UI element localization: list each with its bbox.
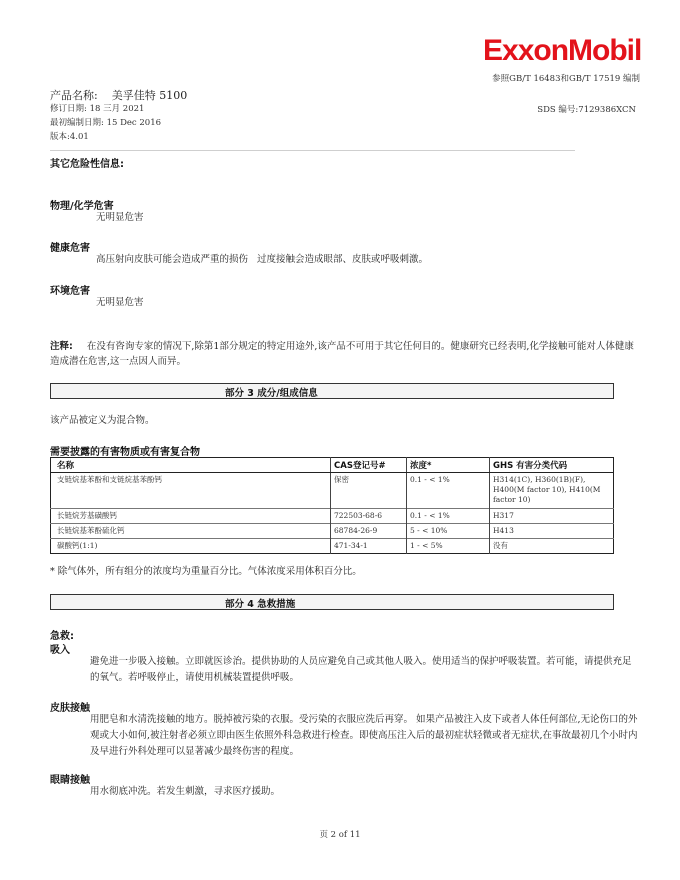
env-hazards-title: 环境危害 — [50, 286, 90, 297]
cell-concentration: 0.1 - < 1% — [407, 473, 490, 509]
skin-contact-text: 用肥皂和水清洗接触的地方。脱掉被污染的衣服。受污染的衣服应洗后再穿。 如果产品被注入皮下或者人体任何部位,无论伤口的外观或大小如何,被注射者必须立即由医生依照外科急救进行检查。即使高压注入后的最初症状轻微或者无症状,在事故最初几个小时内及早进行外科处理可以显著减少最终伤害的程度。 — [90, 714, 638, 757]
col-cas: CAS登记号# — [331, 458, 407, 473]
cell-ghs: H413 — [490, 524, 614, 539]
concentration-footnote: * 除气体外，所有组分的浓度均为重量百分比。气体浓度采用体积百分比。 — [50, 566, 362, 577]
last-edit-date: 最初编制日期: 15 Dec 2016 — [50, 118, 162, 128]
health-hazards-text: 高压射向皮肤可能会造成严重的损伤 过度接触会造成眼部、皮肤或呼吸刺激。 — [96, 254, 429, 265]
col-ghs: GHS 有害分类代码 — [490, 458, 614, 473]
cell-cas: 68784-26-9 — [331, 524, 407, 539]
physical-hazards-text: 无明显危害 — [96, 212, 144, 223]
eye-contact-text: 用水彻底冲洗。若发生刺激，寻求医疗援助。 — [90, 786, 281, 797]
cell-concentration: 1 - < 5% — [407, 539, 490, 554]
page-number: 页 2 of 11 — [319, 830, 361, 840]
col-concentration: 浓度* — [407, 458, 490, 473]
cell-ghs: 没有 — [490, 539, 614, 554]
note-paragraph — [50, 339, 642, 369]
table-row — [51, 539, 614, 554]
table-row — [51, 524, 614, 539]
cell-cas: 722503-68-6 — [331, 509, 407, 524]
reference-standard: 参照GB/T 16483和GB/T 17519 编制 — [492, 74, 640, 84]
cell-concentration: 5 - < 10% — [407, 524, 490, 539]
inhalation-text: 避免进一步吸入接触。立即就医诊治。提供协助的人员应避免自己或其他人吸入。使用适当的保护呼吸装置。若可能，请提供充足的氧气。若呼吸停止，请使用机械装置提供呼吸。 — [90, 656, 632, 683]
product-name-line — [50, 87, 187, 103]
cell-concentration: 0.1 - < 1% — [407, 509, 490, 524]
first-aid-title: 急救: — [50, 631, 74, 642]
cell-ghs: H317 — [490, 509, 614, 524]
header-divider — [50, 150, 575, 151]
table-row — [51, 509, 614, 524]
cell-ghs: H314(1C), H360(1B)(F), H400(M factor 10), H410(M factor 10) — [490, 473, 614, 509]
section-4-title: 部分 4 急救措施 — [225, 599, 296, 610]
section-3-title: 部分 3 成分/组成信息 — [225, 388, 318, 399]
cell-name: 长链烷基苯酚硫化钙 — [51, 524, 331, 539]
section-3-header — [50, 383, 614, 399]
mixture-statement: 该产品被定义为混合物。 — [50, 415, 155, 426]
cell-cas: 471-34-1 — [331, 539, 407, 554]
note-label: 注释: — [50, 341, 73, 352]
section-4-header — [50, 594, 614, 610]
note-text: 在没有咨询专家的情况下,除第1部分规定的特定用途外,该产品不可用于其它任何目的。健康研究已经表明,化学接触可能对人体健康造成潜在危害,这一点因人而异。 — [50, 341, 634, 367]
cell-name: 支链烷基苯酚和支链烷基苯酚钙 — [51, 473, 331, 509]
cell-name: 长链烷芳基磺酸钙 — [51, 509, 331, 524]
hazardous-substances-title: 需要披露的有害物质或有害复合物 — [50, 447, 200, 458]
table-header-row — [51, 458, 614, 473]
version: 版本:4.01 — [50, 132, 89, 142]
product-name: 美孚佳特 5100 — [111, 89, 188, 102]
inhalation-title: 吸入 — [50, 645, 70, 656]
skin-contact-title: 皮肤接触 — [50, 703, 90, 714]
other-hazards-title: 其它危险性信息: — [50, 159, 124, 170]
cell-name: 碳酸钙(1:1) — [51, 539, 331, 554]
physical-hazards-title: 物理/化学危害 — [50, 201, 114, 212]
eye-contact-title: 眼睛接触 — [50, 775, 90, 786]
exxonmobil-logo: ExxonMobil — [483, 34, 642, 67]
table-row — [51, 473, 614, 509]
col-name: 名称 — [51, 458, 331, 473]
product-label: 产品名称: — [50, 89, 98, 102]
composition-table — [50, 457, 614, 554]
revision-date: 修订日期: 18 三月 2021 — [50, 104, 145, 114]
health-hazards-title: 健康危害 — [50, 243, 90, 254]
cell-cas: 保密 — [331, 473, 407, 509]
env-hazards-text: 无明显危害 — [96, 297, 144, 308]
sds-number: SDS 编号:7129386XCN — [537, 105, 636, 115]
